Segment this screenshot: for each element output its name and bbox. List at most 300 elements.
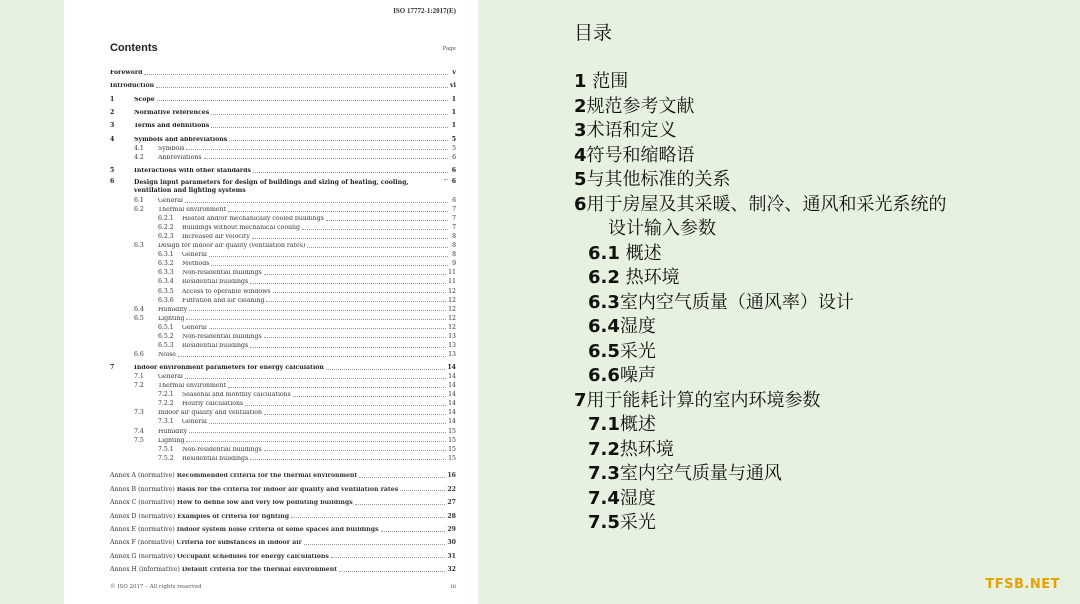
toc-entry-number: 6.4 (134, 305, 144, 313)
dot-leader (228, 387, 446, 388)
dot-leader (209, 328, 446, 329)
page-column-label: Page (442, 46, 456, 52)
toc-entry-page: 7 (452, 206, 456, 214)
chinese-toc-number: 7.1 (588, 414, 620, 435)
toc-list (110, 67, 456, 573)
toc-entry-page: 13 (448, 332, 456, 340)
toc-entry (110, 250, 456, 259)
toc-entry-title: Symbols (158, 145, 185, 152)
toc-entry (110, 165, 456, 174)
annex-title: How to define low and very low polluting buildings (176, 500, 353, 507)
dot-leader (326, 220, 448, 221)
chinese-toc-item (574, 438, 947, 463)
chinese-toc-item (574, 413, 947, 438)
chinese-toc-text: 符号和缩略语 (586, 144, 695, 166)
dot-leader (266, 301, 446, 302)
chinese-toc-text: 用于房屋及其采暖、制冷、通风和采光系统的 (586, 193, 947, 215)
toc-entry-number: 7.5.2 (158, 454, 174, 462)
toc-entry-title: Residential buildings (182, 342, 249, 349)
toc-entry-page: 5 (451, 135, 456, 143)
toc-entry-title: Increased air velocity (182, 234, 250, 241)
toc-entry-page: 14 (448, 382, 456, 390)
chinese-toc-item (574, 291, 947, 316)
chinese-toc-number: 7.2 (588, 438, 620, 460)
toc-entry-number: 3 (110, 122, 115, 130)
chinese-toc-item (574, 95, 947, 120)
dot-leader (250, 347, 446, 348)
toc-entry (110, 94, 456, 103)
toc-entry (110, 259, 456, 268)
toc-entry-number: 6.2.1 (158, 215, 174, 223)
chinese-toc-number: 6.3 (588, 291, 620, 313)
toc-entry (110, 408, 456, 417)
toc-entry-number: 7.3.1 (158, 418, 174, 426)
annex-kind: (normative) (138, 552, 176, 560)
annex-label: Annex B (110, 485, 137, 493)
annex-kind: (normative) (137, 539, 175, 547)
toc-entry-page: 5 (452, 144, 456, 152)
annex-label: Annex H (110, 566, 137, 574)
toc-entry-number: 6.3.6 (158, 296, 174, 304)
chinese-toc-number: 7.5 (588, 512, 620, 533)
toc-entry-title: Design input parameters for design of buildings and sizing of heating, cooling, ventilation and lighting systems (134, 178, 409, 194)
annex-kind: (informative) (138, 566, 180, 574)
toc-entry-page: 13 (448, 350, 456, 358)
annex-label: Annex G (110, 552, 137, 560)
toc-entry-number: 6.5.3 (158, 341, 174, 349)
dot-leader (355, 504, 446, 505)
toc-entry (110, 304, 456, 313)
annex-title: Indoor system noise criteria of some spaces and buildings (176, 526, 379, 533)
toc-entry-page: 11 (448, 269, 456, 277)
chinese-toc-text: 采光 (619, 340, 656, 362)
toc-entry-page: 12 (448, 314, 456, 322)
toc-entry-page: 15 (448, 427, 456, 435)
annex-page: 31 (447, 552, 456, 560)
toc-entry (110, 195, 456, 204)
toc-entry-number: 6.3.4 (158, 278, 174, 286)
dot-leader (273, 292, 447, 293)
toc-entry-title: Methods (182, 261, 210, 268)
toc-entry (110, 80, 456, 89)
toc-entry-title: Humidity (158, 306, 188, 313)
toc-entry-page: 6 (451, 177, 456, 185)
chinese-toc-item (574, 266, 947, 291)
toc-entry-page: 15 (448, 436, 456, 444)
dot-leader (250, 283, 446, 284)
toc-entry-title: Hourly calculations (182, 401, 244, 408)
toc-entry-number: 6.3.1 (158, 251, 174, 259)
dot-leader (264, 337, 446, 338)
toc-entry-page: 8 (452, 251, 456, 259)
chinese-toc-text: 概述 (619, 242, 662, 264)
toc-entry (110, 204, 456, 213)
dot-leader (444, 179, 448, 180)
chinese-toc-number: 2 (574, 95, 587, 117)
toc-entry-page: 14 (448, 373, 456, 381)
toc-entry-page: 12 (448, 323, 456, 331)
toc-entry (110, 399, 456, 408)
toc-entry-number: 7 (110, 364, 115, 372)
annex-title: Basis for the criteria for indoor air quality and ventilation rates (176, 486, 399, 493)
chinese-toc-title: 目录 (574, 22, 613, 44)
toc-entry-title: Heated and/or mechanically cooled buildings (182, 216, 324, 223)
chinese-toc-item (574, 340, 947, 365)
dot-leader (264, 414, 446, 415)
chinese-toc-item (574, 462, 947, 487)
toc-entry-title: Access to operable windows (182, 288, 271, 295)
dot-leader (157, 100, 448, 101)
toc-entry-title: Residential buildings (182, 455, 249, 462)
toc-entry (110, 143, 456, 152)
toc-entry-number: 6.1 (134, 197, 144, 205)
toc-entry-page: 15 (448, 454, 456, 462)
annex-entry (110, 493, 456, 506)
chinese-toc-item (574, 242, 947, 267)
toc-entry (110, 268, 456, 277)
dot-leader (186, 441, 446, 442)
toc-entry-number: 6 (110, 177, 115, 185)
dot-leader (144, 74, 448, 75)
toc-entry (110, 435, 456, 444)
annex-kind: (normative) (138, 499, 175, 507)
dot-leader (252, 238, 448, 239)
chinese-toc-item (574, 70, 947, 95)
toc-entry-page: 15 (448, 445, 456, 453)
toc-entry-page: 12 (448, 305, 456, 313)
toc-entry (110, 444, 456, 453)
chinese-toc-text: 噪声 (619, 365, 656, 386)
dot-leader (204, 158, 448, 159)
chinese-toc-text: 室内空气质量（通风率）设计 (619, 291, 854, 313)
chinese-toc (574, 20, 947, 536)
dot-leader (326, 369, 445, 370)
toc-entry-number: 7.5 (134, 436, 144, 444)
annex-page: 27 (447, 499, 456, 507)
toc-entry-page: 14 (448, 418, 456, 426)
toc-entry-number: 7.4 (134, 427, 144, 435)
toc-entry (110, 371, 456, 380)
annex-label: Annex A (110, 472, 137, 480)
dot-leader (189, 432, 446, 433)
chinese-toc-item (574, 389, 947, 414)
chinese-toc-text: 概述 (619, 414, 656, 435)
toc-entry-page: 6 (452, 197, 456, 205)
toc-entry-title: Filtration and air cleaning (182, 297, 265, 304)
toc-entry (110, 417, 456, 426)
dot-leader (209, 256, 448, 257)
toc-entry-page: 6 (451, 167, 456, 174)
chinese-toc-number: 6 (574, 193, 587, 215)
toc-entry-title: General (182, 252, 207, 259)
toc-entry-page: 14 (447, 364, 456, 372)
dot-leader (245, 405, 446, 406)
toc-entry-number: 6.5.1 (158, 323, 174, 331)
chinese-toc-text: 用于能耗计算的室内环境参数 (586, 389, 821, 411)
toc-entry (110, 231, 456, 240)
chinese-toc-text: 室内空气质量与通风 (619, 463, 782, 484)
annex-entry (110, 480, 456, 493)
toc-entry (110, 179, 456, 196)
chinese-toc-item (574, 217, 947, 242)
chinese-toc-number: 4 (574, 144, 587, 166)
toc-entry-title: Scope (134, 96, 155, 103)
chinese-toc-item (574, 193, 947, 218)
toc-entry-page: 14 (448, 409, 456, 417)
dot-leader (185, 202, 448, 203)
chinese-toc-text: 范围 (586, 71, 629, 92)
chinese-toc-item (574, 487, 947, 512)
chinese-toc-number: 6.2 (588, 267, 620, 288)
dot-leader (304, 544, 446, 545)
toc-entry-page: 7 (452, 215, 456, 223)
dot-leader (331, 557, 446, 558)
toc-entry-number: 5 (110, 167, 115, 174)
document-page (64, 0, 478, 604)
chinese-toc-text: 设计输入参数 (608, 218, 716, 239)
chinese-toc-text: 与其他标准的关系 (586, 169, 731, 190)
toc-entry-number: 6.3.5 (158, 287, 174, 295)
chinese-toc-item (574, 315, 947, 340)
toc-entry (110, 152, 456, 161)
toc-entry (110, 240, 456, 249)
toc-entry-number: 7.2.1 (158, 391, 174, 399)
chinese-toc-text: 热环境 (619, 267, 680, 288)
dot-leader (229, 140, 448, 141)
chinese-toc-number: 7 (574, 389, 587, 411)
toc-entry-number: 6.3.2 (158, 260, 174, 268)
dot-leader (250, 459, 446, 460)
dot-leader (185, 378, 446, 379)
toc-entry-page: 1 (451, 108, 456, 116)
toc-entry-page: 14 (448, 391, 456, 399)
toc-entry-title: Indoor environment parameters for energy calculation (134, 365, 324, 372)
toc-entry-number: 6.6 (134, 350, 144, 358)
toc-entry-page: 9 (452, 260, 456, 268)
toc-entry (110, 349, 456, 358)
toc-entry-number: 6.2 (134, 206, 144, 214)
chinese-toc-item (574, 168, 947, 193)
toc-entry-number: 6.5 (134, 314, 144, 322)
toc-entry (110, 286, 456, 295)
chinese-toc-number: 6.4 (588, 316, 620, 337)
dot-leader (381, 531, 446, 532)
toc-entry (110, 120, 456, 129)
dot-leader (291, 517, 445, 518)
page-number-footer: iii (450, 584, 456, 590)
toc-entry (110, 340, 456, 349)
dot-leader (228, 211, 448, 212)
toc-entry (110, 453, 456, 462)
document-header: ISO 17772-1:2017(E) (393, 7, 456, 15)
toc-entry-title: General (182, 419, 207, 426)
toc-entry (110, 362, 456, 371)
annex-entry (110, 547, 456, 560)
dot-leader (156, 87, 448, 88)
chinese-toc-number: 3 (574, 120, 587, 141)
toc-entry-title: Humidity (158, 428, 188, 435)
copyright-footer: © ISO 2017 – All rights reserved (110, 584, 202, 590)
dot-leader (186, 319, 446, 320)
toc-entry-page: v (452, 68, 456, 76)
toc-entry-page: vi (450, 82, 456, 90)
annex-page: 32 (447, 566, 456, 574)
toc-entry-title: Seasonal and monthly calculations (182, 392, 291, 399)
toc-entry-page: 6 (452, 153, 456, 161)
toc-entry (110, 313, 456, 322)
toc-entry (110, 134, 456, 143)
chinese-toc-text: 湿度 (619, 316, 656, 337)
toc-entry-title: Interactions with other standards (134, 168, 251, 174)
annex-page: 28 (447, 512, 456, 520)
annex-title: Criteria for substances in indoor air (176, 540, 302, 547)
toc-entry (110, 331, 456, 340)
toc-entry-page: 14 (448, 400, 456, 408)
toc-entry-title: General (158, 198, 183, 205)
dot-leader (400, 490, 445, 491)
dot-leader (186, 149, 448, 150)
toc-entry-page: 11 (448, 278, 456, 286)
chinese-toc-text: 湿度 (619, 487, 656, 509)
toc-entry-number: 6.2.3 (158, 233, 174, 241)
contents-title: Contents (110, 42, 158, 54)
toc-entry-page: 12 (448, 287, 456, 295)
toc-entry (110, 222, 456, 231)
dot-leader (211, 127, 448, 128)
toc-entry-title: General (158, 374, 183, 381)
toc-entry-number: 4.1 (134, 144, 144, 152)
chinese-toc-number: 5 (574, 169, 587, 190)
toc-entry (110, 213, 456, 222)
dot-leader (211, 265, 448, 266)
toc-entry (110, 107, 456, 116)
toc-entry-page: 7 (452, 224, 456, 232)
annex-entry (110, 520, 456, 533)
toc-entry-title: Lighting (158, 315, 185, 322)
annex-entry (110, 466, 456, 479)
toc-entry (110, 390, 456, 399)
toc-entry-number: 6.2.2 (158, 224, 174, 232)
chinese-toc-number: 1 (574, 71, 587, 92)
toc-entry-title: Non-residential buildings (182, 446, 262, 453)
dot-leader (209, 423, 446, 424)
toc-entry-page: 1 (451, 95, 456, 103)
toc-entry-number: 4.2 (134, 153, 144, 161)
annex-kind: (normative) (138, 512, 176, 520)
toc-entry-number: 7.1 (134, 373, 144, 381)
toc-entry-title: Symbols and abbreviations (134, 136, 228, 143)
toc-entry-title: Non-residential buildings (182, 333, 262, 340)
chinese-toc-text: 采光 (619, 512, 656, 533)
chinese-toc-item (574, 144, 947, 169)
toc-entry-number: 1 (110, 95, 115, 103)
dot-leader (307, 247, 448, 248)
dot-leader (339, 571, 445, 572)
toc-entry-number: 7.2 (134, 382, 144, 390)
annex-label: Annex D (110, 512, 137, 520)
annex-page: 29 (447, 525, 456, 533)
annex-page: 22 (447, 485, 456, 493)
annex-entry (110, 533, 456, 546)
toc-entry-title: Thermal environment (158, 383, 227, 390)
annex-entry (110, 506, 456, 519)
annex-kind: (normative) (138, 525, 175, 533)
chinese-toc-number: 6.6 (588, 365, 620, 386)
toc-entry-title: Noise (158, 351, 176, 358)
toc-entry-number: 7.3 (134, 409, 144, 417)
toc-entry-title: Buildings without mechanical cooling (182, 225, 300, 232)
chinese-toc-text: 规范参考文献 (586, 95, 695, 117)
site-watermark: TFSB.NET (985, 577, 1060, 592)
dot-leader (359, 477, 445, 478)
chinese-toc-number: 6.1 (588, 242, 620, 264)
dot-leader (211, 114, 448, 115)
toc-entry-number: 2 (110, 108, 115, 116)
toc-entry (110, 322, 456, 331)
toc-entry-title: Residential buildings (182, 279, 249, 286)
toc-entry-number: 7.2.2 (158, 400, 174, 408)
toc-entry-number: 6.5.2 (158, 332, 174, 340)
chinese-toc-number: 7.3 (588, 463, 620, 484)
annex-entry (110, 560, 456, 573)
dot-leader (189, 310, 446, 311)
toc-entry (110, 426, 456, 435)
annex-label: Annex F (110, 539, 136, 547)
toc-entry (110, 295, 456, 304)
toc-entry-title: Lighting (158, 437, 185, 444)
annex-page: 30 (447, 539, 456, 547)
toc-entry-title: Indoor air quality and ventilation (158, 410, 262, 417)
chinese-toc-item (574, 364, 947, 389)
chinese-toc-text: 术语和定义 (586, 120, 677, 141)
annex-kind: (normative) (138, 472, 175, 480)
toc-entry-page: 8 (452, 242, 456, 250)
chinese-toc-text: 热环境 (619, 438, 674, 460)
toc-entry-title: Introduction (110, 83, 155, 90)
dot-leader (302, 229, 448, 230)
toc-entry-title: General (182, 324, 207, 331)
annex-kind: (normative) (138, 485, 175, 493)
dot-leader (253, 172, 448, 173)
annex-title: Occupant schedules for energy calculations (177, 553, 329, 560)
toc-entry-page: 8 (452, 233, 456, 241)
chinese-toc-item (574, 511, 947, 536)
toc-entry-title: Normative references (134, 109, 210, 116)
toc-entry-number: 7.5.1 (158, 445, 174, 453)
toc-entry-title: Foreword (110, 69, 143, 76)
dot-leader (293, 396, 446, 397)
annex-title: Default criteria for the thermal environment (181, 567, 338, 574)
toc-entry (110, 67, 456, 76)
annex-title: Recommended criteria for the thermal environment (176, 473, 358, 480)
annex-page: 16 (447, 472, 456, 480)
toc-entry-page: 13 (448, 341, 456, 349)
annex-label: Annex E (110, 525, 137, 533)
toc-entry (110, 277, 456, 286)
toc-entry-number: 6.3 (134, 242, 144, 250)
chinese-toc-number: 7.4 (588, 487, 620, 509)
toc-entry-title: Thermal environment (158, 207, 227, 214)
annex-title: Examples of criteria for lighting (177, 513, 290, 520)
toc-entry-title: Abbreviations (158, 154, 202, 161)
toc-entry (110, 380, 456, 389)
toc-entry-title: Non-residential buildings (182, 270, 262, 277)
chinese-toc-number: 6.5 (588, 340, 620, 362)
annex-label: Annex C (110, 499, 137, 507)
toc-entry-page: 12 (448, 296, 456, 304)
toc-entry-title: Terms and definitions (134, 123, 210, 130)
dot-leader (264, 274, 446, 275)
